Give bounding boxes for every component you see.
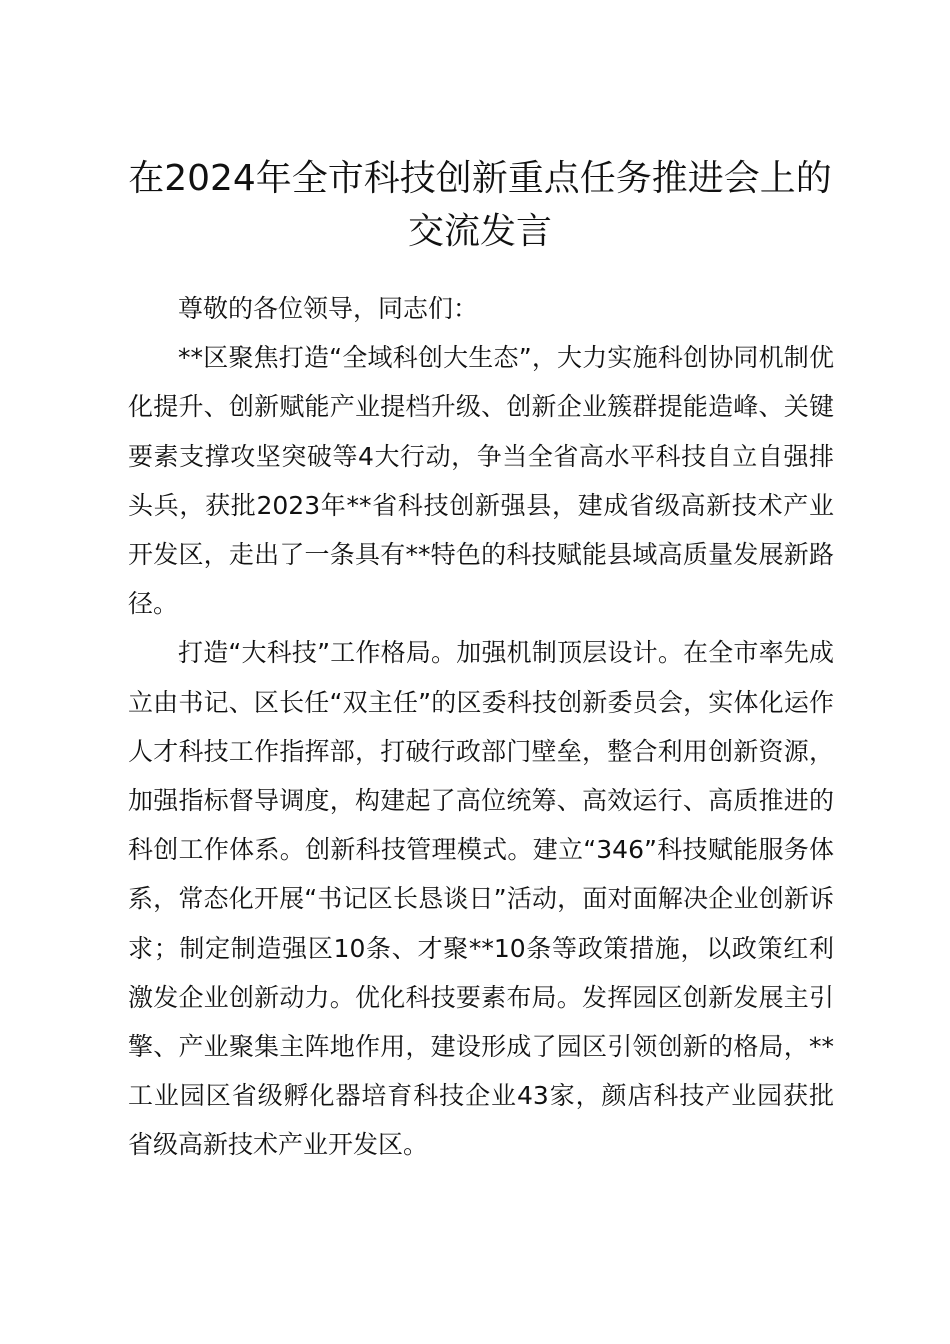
- paragraph-work-pattern: 打造“大科技”工作格局。加强机制顶层设计。在全市率先成立由书记、区长任“双主任”的区委科技创新委员会，实体化运作人才科技工作指挥部，打破行政部门壁垒，整合利用创新资源，加强指标督导调度，构建起了高位统筹、高效运行、高质推进的科创工作体系。创新科技管理模式。建立“346”科技赋能服务体系，常态化开展“书记区长恳谈日”活动，面对面解决企业创新诉求；制定制造强区10条、才聚**10条等政策措施，以政策红利激发企业创新动力。优化科技要素布局。发挥园区创新发展主引擎、产业聚集主阵地作用，建设形成了园区引领创新的格局，**工业园区省级孵化器培育科技企业43家，颜店科技产业园获批省级高新技术产业开发区。: [128, 638, 834, 1160]
- document-body: [128, 284, 834, 1170]
- paragraph-overview: **区聚焦打造“全域科创大生态”，大力实施科创协同机制优化提升、创新赋能产业提档升级、创新企业簇群提能造峰、关键要素支撑攻坚突破等4大行动，争当全省高水平科技自立自强排头兵，获批2023年**省科技创新强县，建成省级高新技术产业开发区，走出了一条具有**特色的科技赋能县域高质量发展新路径。: [128, 343, 834, 619]
- salutation: 尊敬的各位领导，同志们：: [178, 294, 479, 323]
- document-title: 在2024年全市科技创新重点任务推进会上的交流发言: [128, 158, 832, 252]
